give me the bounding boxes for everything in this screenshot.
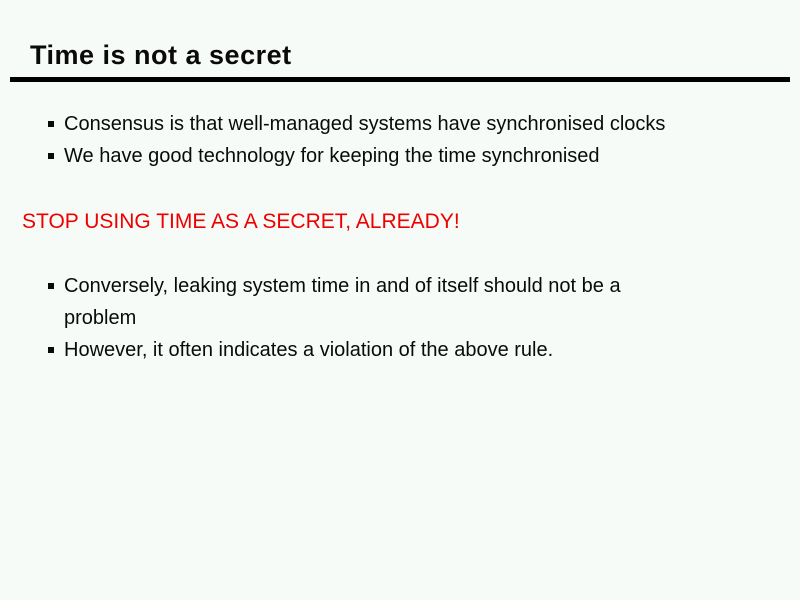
bullet-text: Consensus is that well-managed systems have synchronised clocks xyxy=(64,113,666,135)
list-item xyxy=(48,334,678,366)
list-item xyxy=(48,140,760,172)
bullet-text: Conversely, leaking system time in and of itself should not be a problem xyxy=(64,275,621,329)
callout-stop-using-time: STOP USING TIME AS A SECRET, ALREADY! xyxy=(22,210,460,233)
list-item xyxy=(48,270,678,334)
bullet-list-bottom xyxy=(48,270,678,366)
list-item xyxy=(48,108,760,140)
bullet-list-top xyxy=(48,108,760,172)
bullet-text: We have good technology for keeping the time synchronised xyxy=(64,145,600,167)
bullet-square-icon xyxy=(48,153,54,159)
bullet-square-icon xyxy=(48,121,54,127)
bullet-square-icon xyxy=(48,347,54,353)
bullet-text: However, it often indicates a violation of the above rule. xyxy=(64,339,554,361)
slide-title: Time is not a secret xyxy=(30,40,292,70)
bullet-square-icon xyxy=(48,283,54,289)
title-rule xyxy=(10,77,790,82)
